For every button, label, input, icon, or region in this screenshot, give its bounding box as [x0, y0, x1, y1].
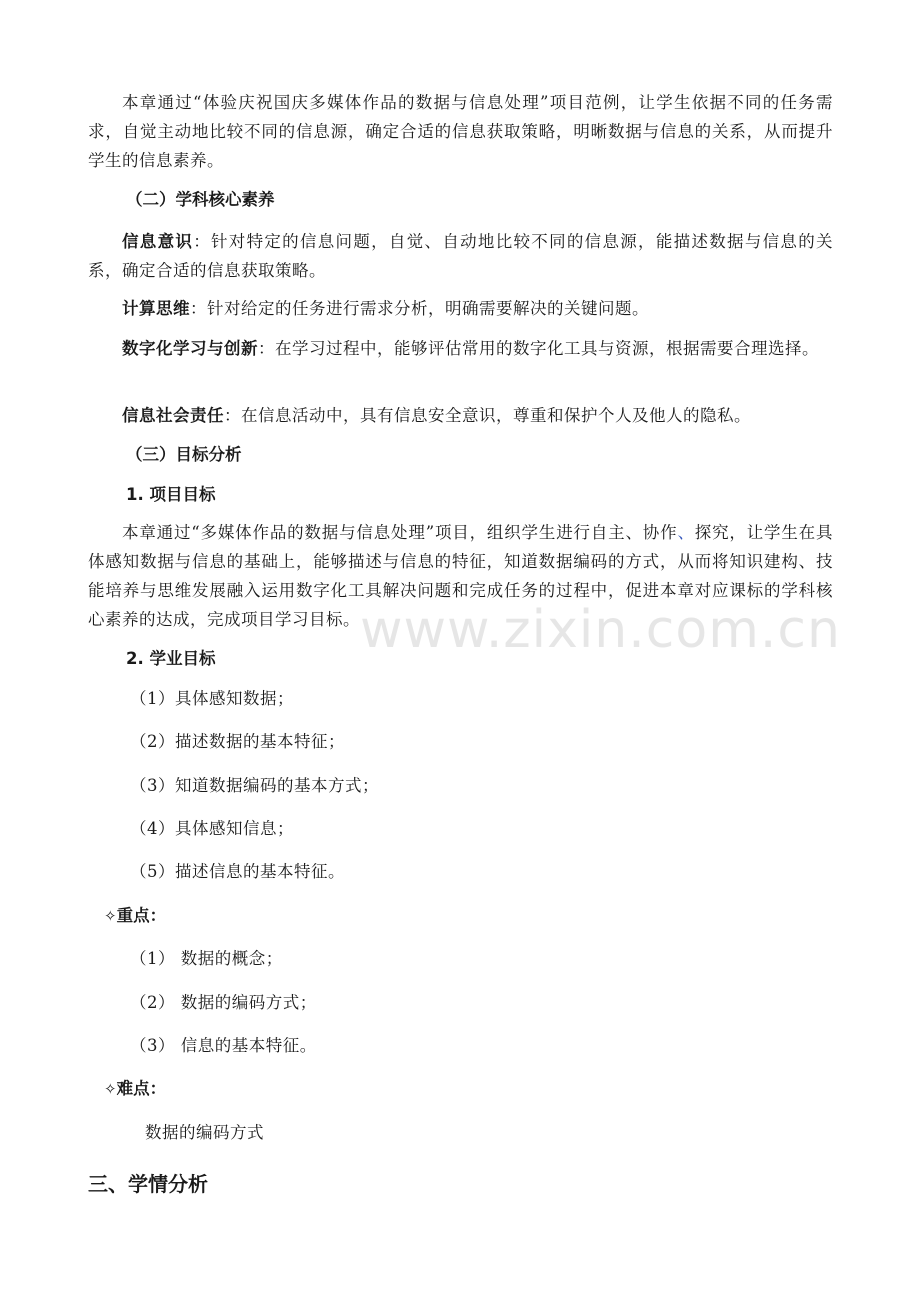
- core-item-colon: ：: [224, 406, 241, 425]
- key-point-item: （1） 数据的概念；: [130, 949, 283, 968]
- core-item-digital-learning: [88, 334, 833, 363]
- project-goal-title: 1. 项目目标: [126, 485, 216, 504]
- core-item-colon: ：: [258, 339, 275, 358]
- difficult-points-label: [104, 1077, 166, 1101]
- academic-goal-item: （5）描述信息的基本特征。: [130, 862, 345, 881]
- core-item-colon: ：: [193, 232, 211, 251]
- core-item-colon: ：: [190, 299, 207, 318]
- academic-goal-item: （2）描述数据的基本特征；: [130, 732, 345, 751]
- project-goal-text-a: 本章通过“多媒体作品的数据与信息处理”项目，组织学生进行自主、协作: [122, 523, 678, 542]
- key-point-item: （2） 数据的编码方式；: [130, 993, 317, 1012]
- key-points-label: [104, 904, 166, 928]
- core-item-text: 针对特定的信息问题，自觉、自动地比较不同的信息源，能描述数据与信息的关系，确定合适的信息获取策略。: [88, 232, 834, 280]
- key-points-label-text: 重点：: [116, 906, 167, 925]
- goal-analysis-heading: （三）目标分析: [126, 445, 242, 464]
- core-literacy-heading: （二）学科核心素养: [126, 190, 275, 209]
- diamond-icon: ✧: [104, 1080, 117, 1098]
- diamond-icon: ✧: [104, 907, 117, 925]
- academic-goal-item: （3）知道数据编码的基本方式；: [130, 776, 379, 795]
- core-item-term: 信息社会责任: [122, 406, 224, 425]
- academic-goal-item: （4）具体感知信息；: [130, 819, 294, 838]
- core-item-info-awareness: [88, 227, 833, 285]
- core-item-term: 信息意识: [122, 232, 194, 251]
- project-goal-separator: 、: [677, 523, 695, 542]
- difficult-points-label-text: 难点：: [116, 1079, 167, 1098]
- academic-goal-title: 2. 学业目标: [126, 649, 216, 668]
- intro-paragraph: 本章通过“体验庆祝国庆多媒体作品的数据与信息处理”项目范例，让学生依据不同的任务需求，自觉主动地比较不同的信息源，确定合适的信息获取策略，明晰数据与信息的关系，从而提升学生的信息素养。: [88, 93, 833, 170]
- core-item-text: 在学习过程中，能够评估常用的数字化工具与资源，根据需要合理选择。: [275, 339, 819, 358]
- difficult-point-text: 数据的编码方式: [145, 1123, 264, 1142]
- key-point-item: （3） 信息的基本特征。: [130, 1036, 317, 1055]
- section-three-heading: 三、学情分析: [88, 1172, 208, 1196]
- core-item-term: 数字化学习与创新: [122, 339, 258, 358]
- watermark: www.zixin.com.cn: [360, 600, 841, 660]
- academic-goal-item: （1）具体感知数据；: [130, 689, 294, 708]
- core-item-text: 针对给定的任务进行需求分析，明确需要解决的关键问题。: [207, 299, 649, 318]
- project-goal-paragraph: [88, 518, 833, 634]
- core-item-social-responsibility: [88, 401, 833, 430]
- project-goal-text-b: 探究，让学生在具体感知数据与信息的基础上，能够描述与信息的特征，知道数据编码的方式，从而将知识建构、技能培养与思维发展融入运用数字化工具解决问题和完成任务的过程中，促进本章对应课标的学科核心素养的达成，完成项目学习目标。: [88, 523, 834, 629]
- core-item-term: 计算思维: [122, 299, 190, 318]
- core-item-computational-thinking: [88, 294, 833, 323]
- core-item-text: 在信息活动中，具有信息安全意识，尊重和保护个人及他人的隐私。: [241, 406, 751, 425]
